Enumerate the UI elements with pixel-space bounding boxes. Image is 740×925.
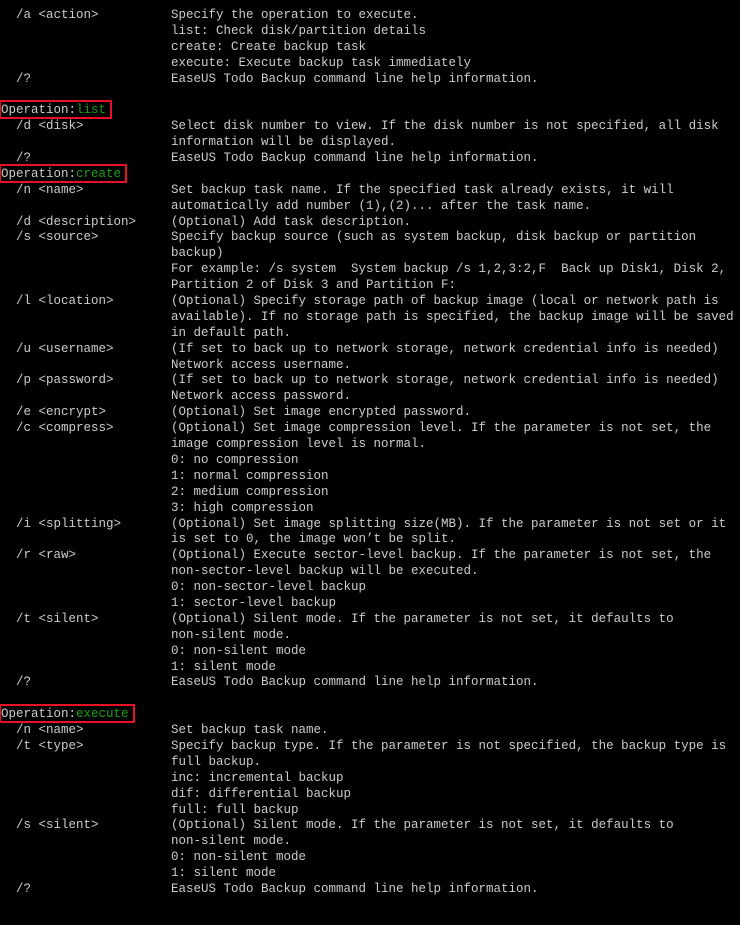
param-description: Network access username. xyxy=(171,357,352,372)
param-description: (Optional) Set image encrypted password. xyxy=(171,405,472,420)
param-description: EaseUS Todo Backup command line help information. xyxy=(171,675,539,690)
param-description: 0: non-sector-level backup xyxy=(171,580,367,595)
help-line xyxy=(0,326,740,342)
param-description: (If set to back up to network storage, network credential info is needed) xyxy=(171,373,719,388)
help-line xyxy=(0,580,740,596)
param-name: /n <name> xyxy=(16,723,84,738)
help-line xyxy=(0,469,740,485)
help-line xyxy=(0,262,740,278)
param-description: create: Create backup task xyxy=(171,39,367,54)
param-description: Network access password. xyxy=(171,389,352,404)
help-line xyxy=(0,373,740,389)
help-line xyxy=(0,437,740,453)
param-description: EaseUS Todo Backup command line help information. xyxy=(171,151,539,166)
param-name: /d <description> xyxy=(16,214,137,229)
help-line xyxy=(0,548,740,564)
help-line xyxy=(0,660,740,676)
param-description: full: full backup xyxy=(171,802,299,817)
help-line xyxy=(0,532,740,548)
help-line xyxy=(0,453,740,469)
operation-name: create xyxy=(76,166,122,181)
help-line xyxy=(0,135,740,151)
highlight-box xyxy=(0,100,112,119)
help-line xyxy=(0,72,740,88)
param-description: 1: sector-level backup xyxy=(171,595,337,610)
help-line xyxy=(0,246,740,262)
help-line xyxy=(0,230,740,246)
param-name: /a <action> xyxy=(16,8,99,22)
help-line xyxy=(0,850,740,866)
help-line xyxy=(0,310,740,326)
param-description: non-sector-level backup will be executed. xyxy=(171,564,479,579)
operation-header xyxy=(0,707,740,723)
param-description: full backup. xyxy=(171,754,262,769)
param-name: /i <splitting> xyxy=(16,516,122,531)
help-line xyxy=(0,818,740,834)
param-name: /? xyxy=(16,675,32,690)
help-line xyxy=(0,866,740,882)
help-line xyxy=(0,564,740,580)
param-description: list: Check disk/partition details xyxy=(171,23,427,38)
param-description: in default path. xyxy=(171,325,292,340)
param-description: backup) xyxy=(171,246,224,261)
help-line xyxy=(0,389,740,405)
help-line xyxy=(0,56,740,72)
operation-header xyxy=(0,103,740,119)
help-line xyxy=(0,8,740,24)
param-description: (Optional) Silent mode. If the parameter is not set, it defaults to xyxy=(171,818,674,833)
param-name: /e <encrypt> xyxy=(16,405,107,420)
help-line xyxy=(0,342,740,358)
param-description: (Optional) Silent mode. If the parameter is not set, it defaults to xyxy=(171,611,674,626)
help-line xyxy=(0,834,740,850)
param-description: 2: medium compression xyxy=(171,484,329,499)
param-name: /u <username> xyxy=(16,341,114,356)
param-name: /r <raw> xyxy=(16,548,77,563)
param-description: Select disk number to view. If the disk number is not specified, all disk xyxy=(171,119,719,134)
param-name: /? xyxy=(16,71,32,86)
param-description: available). If no storage path is specified, the backup image will be saved xyxy=(171,309,734,324)
param-name: /? xyxy=(16,881,32,896)
help-line xyxy=(0,755,740,771)
param-description: (If set to back up to network storage, network credential info is needed) xyxy=(171,341,719,356)
param-description: Specify backup type. If the parameter is not specified, the backup type is xyxy=(171,738,727,753)
param-name: /l <location> xyxy=(16,294,114,309)
param-description: 0: no compression xyxy=(171,452,299,467)
param-description: 1: silent mode xyxy=(171,866,277,881)
operation-header xyxy=(0,167,740,183)
param-description: inc: incremental backup xyxy=(171,770,344,785)
help-line xyxy=(0,405,740,421)
help-line xyxy=(0,294,740,310)
operation-label: Operation: xyxy=(1,166,77,181)
operation-label: Operation: xyxy=(1,707,77,722)
param-description: is set to 0, the image won’t be split. xyxy=(171,532,457,547)
param-name: /p <password> xyxy=(16,373,114,388)
help-line xyxy=(0,278,740,294)
help-line xyxy=(0,358,740,374)
help-line xyxy=(0,675,740,691)
param-description: 1: normal compression xyxy=(171,468,329,483)
param-name: /n <name> xyxy=(16,182,84,197)
param-description: non-silent mode. xyxy=(171,834,292,849)
param-description: automatically add number (1),(2)... after the task name. xyxy=(171,198,592,213)
help-line xyxy=(0,882,740,898)
param-name: /s <silent> xyxy=(16,818,99,833)
help-line xyxy=(0,215,740,231)
highlight-box xyxy=(0,704,135,723)
help-line xyxy=(0,803,740,819)
help-line xyxy=(0,24,740,40)
help-line xyxy=(0,40,740,56)
help-line xyxy=(0,739,740,755)
highlight-box xyxy=(0,164,127,183)
param-name: /d <disk> xyxy=(16,119,84,134)
param-description: EaseUS Todo Backup command line help information. xyxy=(171,881,539,896)
operation-name: list xyxy=(76,103,107,118)
param-description: information will be displayed. xyxy=(171,135,397,150)
console-output[interactable] xyxy=(0,8,740,898)
help-line xyxy=(0,644,740,660)
param-description: 1: silent mode xyxy=(171,659,277,674)
help-line xyxy=(0,771,740,787)
param-description: EaseUS Todo Backup command line help information. xyxy=(171,71,539,86)
operation-label: Operation: xyxy=(1,103,77,118)
param-description: 0: non-silent mode xyxy=(171,850,307,865)
help-line xyxy=(0,596,740,612)
help-line xyxy=(0,723,740,739)
param-description: Specify the operation to execute. xyxy=(171,8,419,22)
help-line xyxy=(0,119,740,135)
help-line xyxy=(0,421,740,437)
param-description: dif: differential backup xyxy=(171,786,352,801)
param-description: Set backup task name. If the specified task already exists, it will xyxy=(171,182,674,197)
param-description: (Optional) Set image compression level. If the parameter is not set, the xyxy=(171,421,712,436)
param-description: Specify backup source (such as system backup, disk backup or partition xyxy=(171,230,697,245)
param-description: non-silent mode. xyxy=(171,627,292,642)
param-description: Partition 2 of Disk 3 and Partition F: xyxy=(171,278,457,293)
param-description: (Optional) Set image splitting size(MB). If the parameter is not set or it xyxy=(171,516,727,531)
param-name: /? xyxy=(16,151,32,166)
param-description: (Optional) Specify storage path of backup image (local or network path is xyxy=(171,294,719,309)
param-description: 3: high compression xyxy=(171,500,314,515)
param-description: Set backup task name. xyxy=(171,723,329,738)
help-line xyxy=(0,485,740,501)
param-description: 0: non-silent mode xyxy=(171,643,307,658)
help-line xyxy=(0,787,740,803)
help-line xyxy=(0,517,740,533)
param-description: execute: Execute backup task immediately xyxy=(171,55,472,70)
param-name: /s <source> xyxy=(16,230,99,245)
param-description: (Optional) Execute sector-level backup. If the parameter is not set, the xyxy=(171,548,712,563)
param-name: /c <compress> xyxy=(16,421,114,436)
help-line xyxy=(0,183,740,199)
help-line xyxy=(0,628,740,644)
param-description: For example: /s system System backup /s 1,2,3:2,F Back up Disk1, Disk 2, xyxy=(171,262,727,277)
param-name: /t <type> xyxy=(16,738,84,753)
param-name: /t <silent> xyxy=(16,611,99,626)
operation-name: execute xyxy=(76,707,129,722)
help-line xyxy=(0,501,740,517)
help-line xyxy=(0,612,740,628)
param-description: (Optional) Add task description. xyxy=(171,214,412,229)
help-line xyxy=(0,199,740,215)
param-description: image compression level is normal. xyxy=(171,437,427,452)
